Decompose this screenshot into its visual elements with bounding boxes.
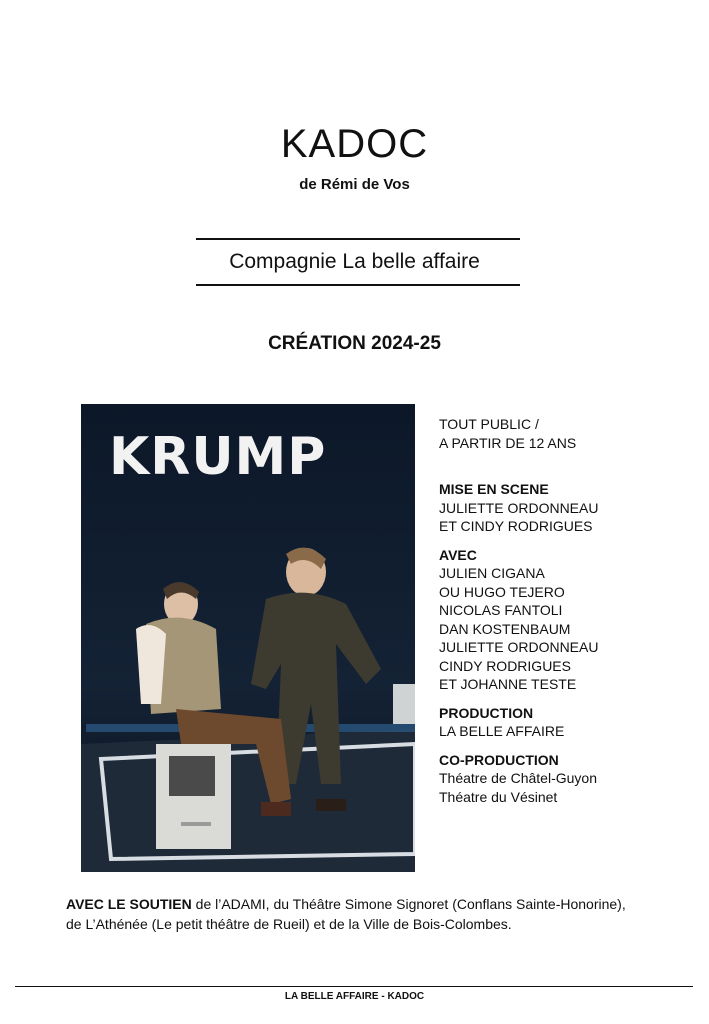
credit-name: JULIEN CIGANA bbox=[439, 565, 545, 581]
stage-photo-illustration bbox=[81, 404, 415, 872]
coproduction-heading: CO-PRODUCTION bbox=[439, 751, 559, 768]
mise-en-scene-block bbox=[439, 480, 699, 536]
credit-name: Théatre de Châtel-Guyon bbox=[439, 770, 597, 786]
credits-list bbox=[439, 415, 699, 816]
credit-name: NICOLAS FANTOLI bbox=[439, 602, 563, 618]
page-footer: LA BELLE AFFAIRE - KADOC bbox=[284, 991, 425, 1002]
bottom-divider bbox=[196, 284, 520, 286]
production-block bbox=[439, 704, 699, 741]
production-photo bbox=[81, 404, 415, 872]
credit-name: ET CINDY RODRIGUES bbox=[439, 518, 593, 534]
creation-season: CRÉATION 2024-25 bbox=[268, 333, 441, 354]
audience-line: TOUT PUBLIC / bbox=[439, 416, 539, 432]
credit-name: ET JOHANNE TESTE bbox=[439, 676, 577, 692]
company-name: Compagnie La belle affaire bbox=[229, 250, 480, 273]
credit-name: LA BELLE AFFAIRE bbox=[439, 723, 565, 739]
krump-sign: KRUMP bbox=[109, 427, 327, 487]
credit-name: JULIETTE ORDONNEAU bbox=[439, 499, 599, 516]
audience-block bbox=[439, 415, 699, 452]
top-divider bbox=[196, 238, 520, 240]
credit-name: CINDY RODRIGUES bbox=[439, 657, 571, 674]
avec-heading: AVEC bbox=[439, 546, 477, 563]
author-line: de Rémi de Vos bbox=[299, 176, 410, 193]
footer-divider bbox=[15, 986, 693, 987]
credit-name: DAN KOSTENBAUM bbox=[439, 620, 571, 637]
credit-name: JULIETTE ORDONNEAU bbox=[439, 639, 599, 655]
support-lead: AVEC LE SOUTIEN bbox=[66, 896, 192, 912]
production-heading: PRODUCTION bbox=[439, 704, 534, 721]
support-text: de l’ADAMI, du Théâtre Simone Signoret (Conflans Sainte-Honorine), de L’Athénée (Le petit théâtre de Rueil) et de la Ville de Bois-Colombes. bbox=[66, 896, 626, 932]
avec-block bbox=[439, 546, 699, 694]
mise-en-scene-heading: MISE EN SCENE bbox=[439, 481, 549, 497]
coproduction-block bbox=[439, 751, 699, 807]
support-paragraph bbox=[66, 894, 626, 934]
audience-line: A PARTIR DE 12 ANS bbox=[439, 434, 577, 451]
credit-name: Théatre du Vésinet bbox=[439, 788, 558, 805]
document-title: KADOC bbox=[280, 122, 429, 166]
credit-name: OU HUGO TEJERO bbox=[439, 583, 565, 600]
